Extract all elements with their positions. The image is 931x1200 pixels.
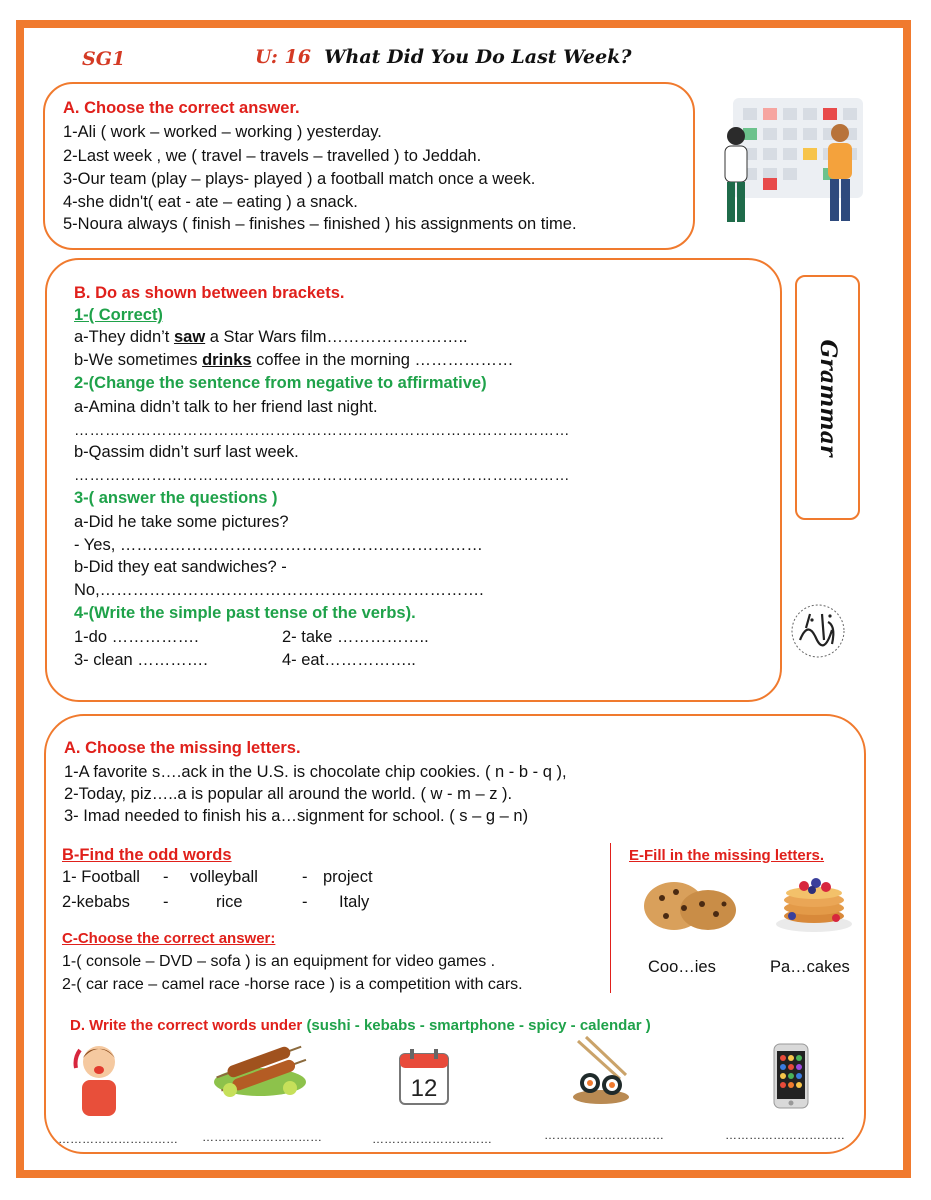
section-a-item: 4-she didn't( eat - ate – eating ) a snack.	[63, 193, 358, 211]
odd-words-heading: B-Find the odd words	[62, 846, 232, 864]
answer-line[interactable]: …………………………	[372, 1132, 492, 1146]
section-a-item: 2-Last week , we ( travel – travels – travelled ) to Jeddah.	[63, 147, 482, 165]
column-divider	[610, 843, 611, 993]
q4-item[interactable]: 2- take ……………..	[282, 628, 429, 646]
q4-label: 4-(Write the simple past tense of the verbs).	[74, 604, 416, 622]
missing-letters-item: 3- Imad needed to finish his a…signment for school. ( s – g – n)	[64, 807, 529, 825]
odd-words-item[interactable]: project	[323, 868, 373, 886]
calendar-planning-illustration	[708, 88, 868, 233]
q2a: a-Amina didn’t talk to her friend last night.	[74, 398, 378, 416]
section-b-heading: B. Do as shown between brackets.	[74, 284, 345, 302]
odd-words-dash: -	[302, 893, 308, 911]
fill-letters-heading: E-Fill in the missing letters.	[629, 847, 825, 864]
kebab-skewers-icon	[210, 1038, 310, 1100]
answer-line[interactable]: …………………………	[725, 1128, 845, 1142]
q4-item[interactable]: 1-do …………….	[74, 628, 199, 646]
q4-item[interactable]: 3- clean ………….	[74, 651, 208, 669]
choose-answer-heading: C-Choose the correct answer:	[62, 930, 276, 947]
choose-answer-item: 2-( car race – camel race -horse race ) is a competition with cars.	[62, 976, 523, 993]
section-a-item: 5-Noura always ( finish – finishes – finished ) his assignments on time.	[63, 215, 577, 233]
q4-item[interactable]: 4- eat……………..	[282, 651, 416, 669]
cookies-image	[640, 874, 740, 934]
unit-label: U: 16	[255, 46, 311, 68]
q2-label: 2-(Change the sentence from negative to affirmative)	[74, 374, 487, 392]
choose-answer-item: 1-( console – DVD – sofa ) is an equipment for video games .	[62, 953, 496, 970]
odd-words-item[interactable]: volleyball	[190, 868, 258, 886]
missing-letters-item: 2-Today, piz…..a is popular all around the world. ( w - m – z ).	[64, 785, 513, 803]
answer-line[interactable]: …………………………	[544, 1128, 664, 1142]
grammar-side-label: Grammar	[814, 338, 841, 457]
worksheet-code: SG1	[82, 48, 126, 70]
odd-words-dash: -	[163, 893, 169, 911]
spicy-boy-icon	[72, 1040, 126, 1120]
q1b: b-We sometimes drinks coffee in the morning ………………	[74, 351, 514, 369]
q3a: a-Did he take some pictures?	[74, 513, 289, 531]
q3b: b-Did they eat sandwiches? -	[74, 558, 287, 576]
calendar-icon	[398, 1048, 450, 1106]
answer-line[interactable]: …………………………	[202, 1130, 322, 1144]
q2b: b-Qassim didn’t surf last week.	[74, 443, 299, 461]
section-a-item: 1-Ali ( work – worked – working ) yesterday.	[63, 123, 382, 141]
odd-words-item[interactable]: rice	[216, 893, 243, 911]
pancakes-image	[772, 866, 857, 934]
q1a: a-They didn’t saw a Star Wars film……………………..	[74, 328, 468, 346]
missing-letters-heading: A. Choose the missing letters.	[64, 739, 301, 757]
odd-words-dash: -	[163, 868, 169, 886]
arabic-calligraphy-seal	[788, 600, 848, 662]
grammar-side-label-box	[795, 275, 860, 520]
page-title	[255, 46, 631, 68]
q1-label: 1-( Correct)	[74, 306, 163, 324]
fill-letters-word[interactable]: Coo…ies	[648, 958, 716, 976]
odd-words-item[interactable]: Italy	[339, 893, 370, 911]
q3b-answer[interactable]: No,…………………………………………………………….	[74, 581, 484, 599]
answer-line[interactable]: ……………………………………………………………………………………	[74, 467, 570, 484]
sushi-icon	[568, 1035, 634, 1107]
section-a-heading: A. Choose the correct answer.	[63, 99, 300, 117]
missing-letters-item: 1-A favorite s….ack in the U.S. is chocolate chip cookies. ( n - b - q ),	[64, 763, 567, 781]
odd-words-item[interactable]: 2-kebabs	[62, 893, 130, 911]
answer-line[interactable]: …………………………	[58, 1132, 178, 1146]
calendar-number: 12	[410, 1075, 438, 1102]
answer-line[interactable]: ……………………………………………………………………………………	[74, 422, 570, 439]
odd-words-dash: -	[302, 868, 308, 886]
write-words-heading: D. Write the correct words under (sushi - kebabs - smartphone - spicy - calendar )	[70, 1017, 651, 1034]
q3-label: 3-( answer the questions )	[74, 489, 278, 507]
section-a-item: 3-Our team (play – plays- played ) a football match once a week.	[63, 170, 536, 188]
q3a-answer[interactable]: - Yes, …………………………………………………………	[74, 536, 483, 554]
title-text: What Did You Do Last Week?	[324, 46, 632, 68]
odd-words-item[interactable]: 1- Football	[62, 868, 140, 886]
smartphone-icon	[772, 1042, 810, 1110]
fill-letters-word[interactable]: Pa…cakes	[770, 958, 850, 976]
